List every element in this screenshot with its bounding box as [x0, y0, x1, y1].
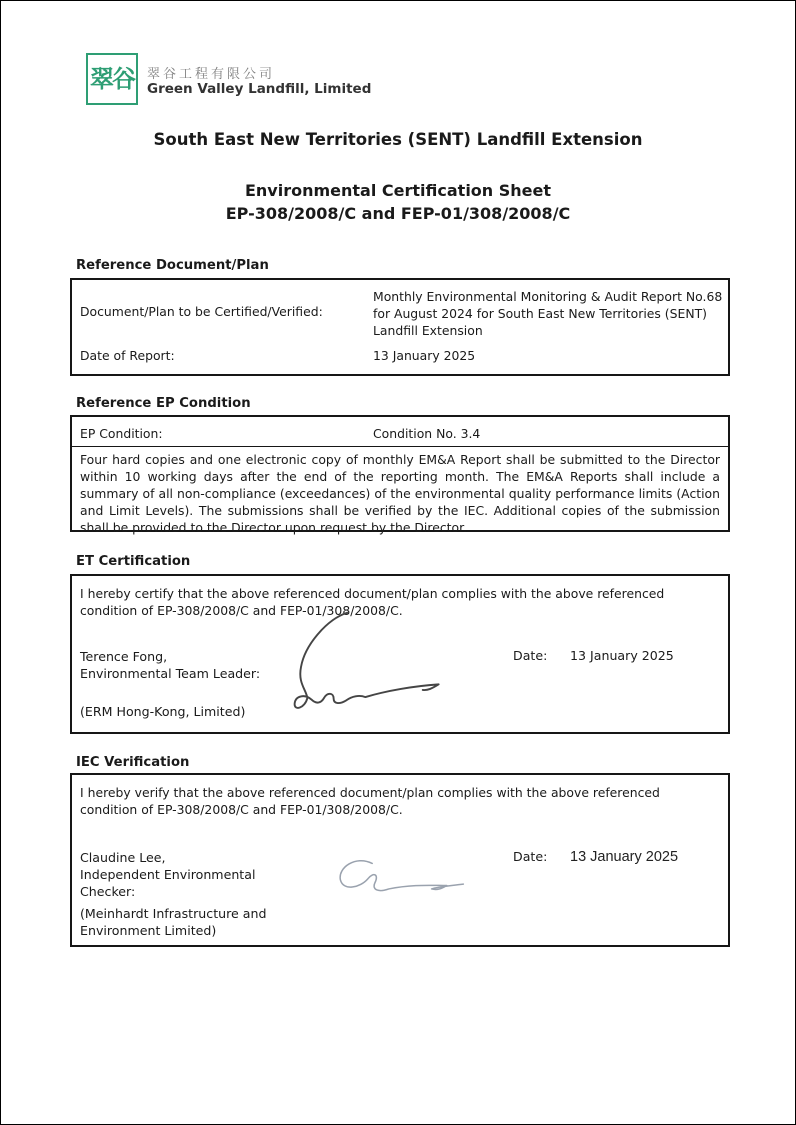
company-name-english: Green Valley Landfill, Limited [147, 81, 372, 97]
ep-condition-value: Condition No. 3.4 [373, 426, 481, 441]
date-of-report-value: 13 January 2025 [373, 348, 476, 363]
et-signature-icon [270, 608, 445, 713]
et-certification-heading: ET Certification [76, 554, 191, 569]
ep-condition-divider [72, 446, 728, 447]
project-title: South East New Territories (SENT) Landfill Extension [153, 130, 643, 149]
et-date-value: 13 January 2025 [570, 648, 674, 663]
date-of-report-label: Date of Report: [80, 348, 175, 363]
sheet-title: Environmental Certification Sheet [244, 181, 552, 200]
reference-ep-condition-heading: Reference EP Condition [76, 396, 251, 411]
et-certification-box [70, 574, 730, 734]
green-valley-logo-icon [86, 53, 138, 105]
iec-signatory-title: Independent Environmental Checker: [80, 867, 256, 899]
et-date-label: Date: [513, 648, 548, 663]
reference-ep-condition-box [70, 415, 730, 535]
reference-document-heading: Reference Document/Plan [76, 258, 269, 273]
et-statement: I hereby certify that the above referenced document/plan complies with the above referenced condition of EP-308/2008/C and FEP-01/308/2008/C. [80, 586, 665, 618]
ep-condition-description: Four hard copies and one electronic copy of monthly EM&A Report shall be submitted to the Director within 10 working days after the end of the reporting month. The EM&A Reports shall include a summary of all non-compliance (exceedances) of the environmental quality performance limits (Action and Limit Levels). The submissions shall be verified by the IEC. Additional copies of the submission shall be provided to the Director upon request by the Director. [80, 452, 720, 535]
iec-signatory-company: (Meinhardt Infrastructure and Environment Limited) [80, 906, 267, 938]
iec-date-value: 13 January 2025 [570, 849, 679, 865]
ep-condition-label: EP Condition: [80, 426, 163, 441]
iec-statement: I hereby verify that the above referenced document/plan complies with the above referenced condition of EP-308/2008/C and FEP-01/308/2008/C. [80, 785, 660, 817]
logo-glyphs: 翠谷 [90, 65, 134, 93]
iec-signatory-name: Claudine Lee, [80, 850, 166, 865]
iec-verification-heading: IEC Verification [76, 755, 190, 770]
permit-numbers-title: EP-308/2008/C and FEP-01/308/2008/C [225, 204, 571, 223]
company-name-chinese: 翠谷工程有限公司 [147, 67, 276, 82]
reference-document-box [70, 278, 730, 376]
document-plan-label: Document/Plan to be Certified/Verified: [80, 304, 323, 319]
et-signatory-title: Environmental Team Leader: [80, 666, 261, 681]
et-signatory-company: (ERM Hong-Kong, Limited) [80, 704, 246, 719]
iec-verification-box [70, 773, 730, 947]
et-signatory-name: Terence Fong, [80, 649, 168, 664]
document-plan-value: Monthly Environmental Monitoring & Audit Report No.68 for August 2024 for South East New Territories (SENT) Landfill Extension [373, 289, 723, 338]
iec-signature-icon [328, 855, 473, 907]
iec-date-label: Date: [513, 849, 548, 864]
